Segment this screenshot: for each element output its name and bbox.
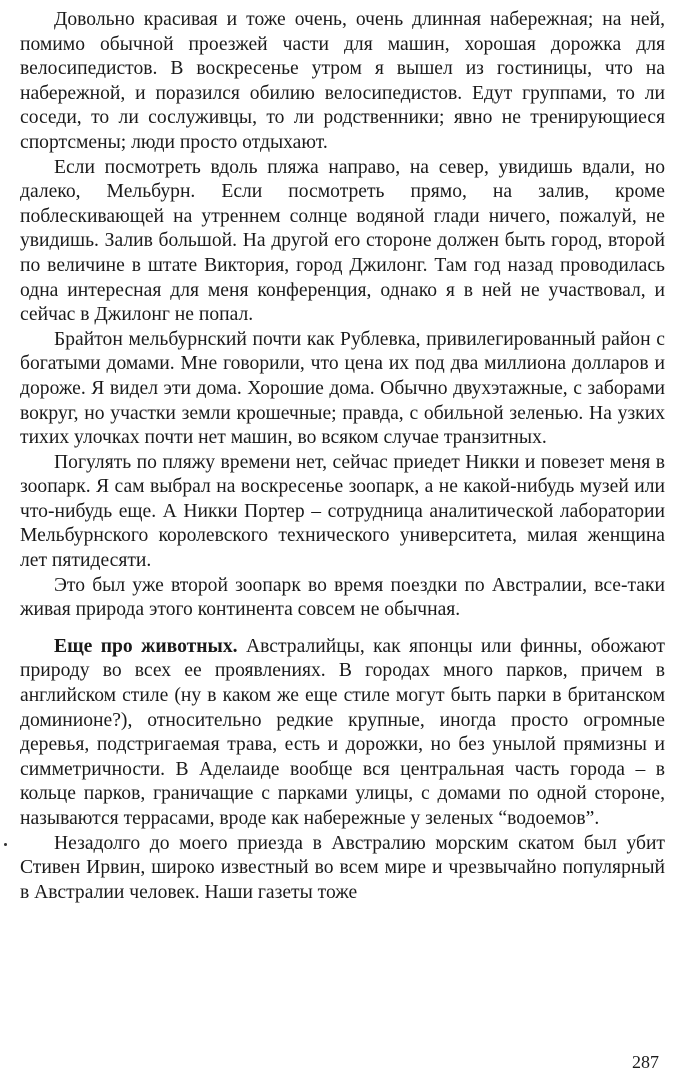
paragraph-about-animals: [20, 635, 665, 832]
paragraph-second-zoo: Это был уже второй зоопарк во время поездки по Австралии, все-таки живая природа этого континента совсем не обычная.: [20, 574, 665, 621]
paragraph-brighton: Брайтон мельбурнский почти как Рублевка, привилегированный район с богатыми домами. Мне говорили, что цена их под два миллиона долларов и дороже. Я видел эти дома. Хорошие дома. Обычно двухэтажные, с заборами вокруг, но участки земли крошечные; правда, с обильной зеленью. На узких тихих улочках почти нет машин, во всяком случае транзитных.: [20, 328, 665, 449]
paragraph-nikki: Погулять по пляжу времени нет, сейчас приедет Никки и повезет меня в зоопарк. Я сам выбрал на воскресенье зоопарк, а не какой-нибудь музей или что-нибудь еще. А Никки Портер – сотрудница аналитической лаборатории Мельбурнского королевского технического университета, милая женщина лет пятидесяти.: [20, 451, 665, 572]
paragraph-steve-irwin: Незадолго до моего приезда в Австралию морским скатом был убит Стивен Ирвин, широко известный во всем мире и чрезвычайно популярный в Австралии человек. Наши газеты тоже: [20, 832, 665, 903]
page-number: 287: [632, 1052, 659, 1072]
paragraph-about-animals-text: Австралийцы, как японцы или финны, обожают природу во всех ее проявлениях. В городах много парков, причем в английском стиле (ну в каком же еще стиле могут быть парки в британском доминионе?), относительно редкие крупные, иногда просто огромные деревья, подстригаемая трава, есть и дорожки, но без унылой прямизны и симметричности. В Аделаиде вообще вся центральная часть города – в кольце парков, граничащие с парками улицы, с домами по одной стороне, называются террасами, вроде как набережные у зеленых “водоемов”.: [20, 635, 665, 829]
paragraph-melbourne-view: Если посмотреть вдоль пляжа направо, на север, увидишь вдали, но далеко, Мельбурн. Если посмотреть прямо, на залив, кроме поблескивающей на утреннем солнце водяной глади ничего, пожалуй, не увидишь. Залив большой. На другой его стороне должен быть город, второй по величине в штате Виктория, город Джилонг. Там год назад проводилась одна интересная для меня конференция, однако я в ней не участвовал, и сейчас в Джилонг не попал.: [20, 156, 665, 326]
margin-dot: [4, 843, 7, 846]
page-body: [20, 8, 665, 905]
section-run-in-heading: Еще про животных.: [54, 635, 238, 657]
paragraph-embankment: Довольно красивая и тоже очень, очень длинная набережная; на ней, помимо обычной проезжей части для машин, хорошая дорожка для велосипедистов. В воскресенье утром я вышел из гостиницы, что на набережной, и поразился обилию велосипедистов. Едут группами, то ли соседи, то ли сослуживцы, то ли родственники; явно не тренирующиеся спортсмены; люди просто отдыхают.: [20, 9, 665, 153]
